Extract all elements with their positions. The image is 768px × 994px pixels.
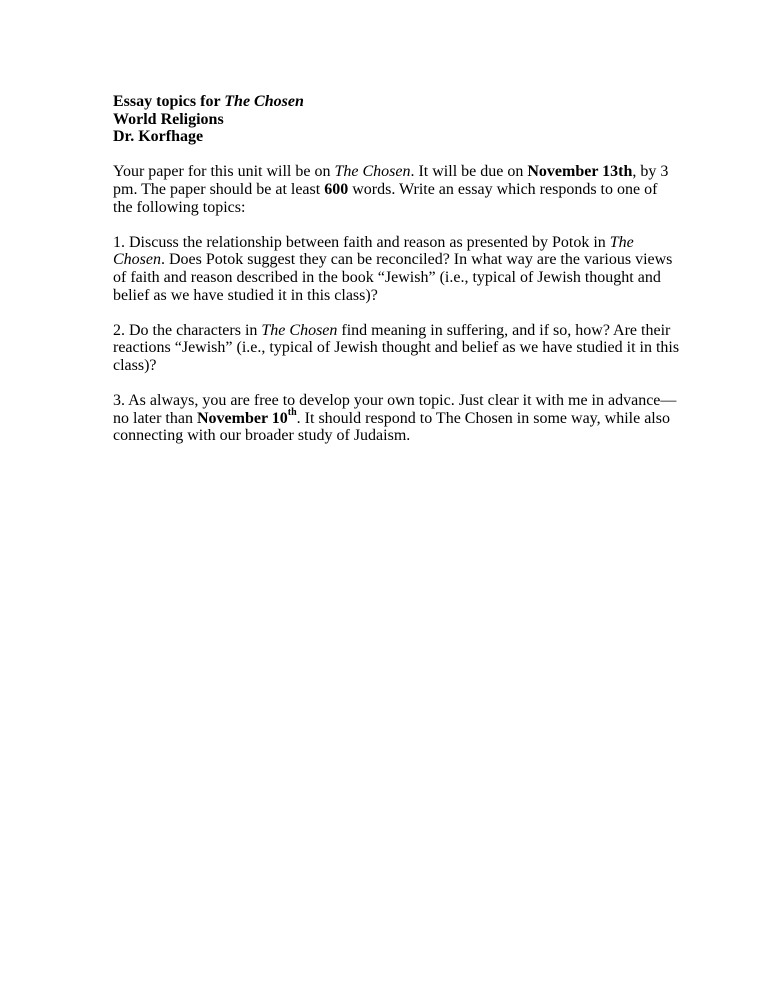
text: words. Write an essay which responds to one of [348, 180, 658, 198]
word-count: 600 [324, 180, 349, 198]
document-title [113, 93, 673, 111]
topic-3-line-2 [113, 407, 673, 428]
topic-2-line-1 [113, 322, 673, 340]
instructor-name: Dr. Korfhage [113, 128, 204, 146]
text: no later than [113, 409, 197, 427]
text: . Does Potok suggest they can be reconciled? In what way are the various views [161, 251, 673, 269]
topic-2-line-3: class)? [113, 356, 157, 374]
title-book-name: The Chosen [224, 93, 304, 110]
topic-1-line-1 [113, 234, 673, 252]
text: 2. Do the characters in [113, 321, 262, 339]
topic-2-line-2: reactions “Jewish” (i.e., typical of Jewish thought and belief as we have studied it in this [113, 339, 680, 357]
deadline-date [196, 407, 297, 427]
text: find meaning in suffering, and if so, how? Are their [337, 321, 671, 339]
text: Your paper for this unit will be on [113, 163, 335, 181]
topic-1 [113, 234, 673, 304]
ordinal-suffix: th [287, 407, 297, 419]
due-date: November 13th [527, 163, 633, 181]
book-title: Chosen [113, 251, 161, 269]
intro-line-1 [113, 163, 673, 181]
text: , by 3 [632, 163, 669, 181]
topic-3-line-1: 3. As always, you are free to develop your own topic. Just clear it with me in advance— [113, 392, 677, 410]
topic-3-line-3: connecting with our broader study of Judaism. [113, 427, 411, 445]
date-text: November 10 [196, 409, 288, 427]
topic-1-line-3: of faith and reason described in the book “Jewish” (i.e., typical of Jewish thought and [113, 268, 661, 286]
document-page [113, 93, 680, 445]
text: pm. The paper should be at least [113, 180, 325, 198]
topic-1-line-4: belief as we have studied it in this class)? [113, 286, 378, 304]
book-title: The Chosen [261, 321, 338, 339]
title-prefix: Essay topics for [113, 93, 225, 110]
book-title: The [609, 233, 634, 251]
topic-3 [113, 392, 677, 445]
text: . It will be due on [410, 163, 528, 181]
text: . It should respond to The Chosen in some way, while also [296, 409, 670, 427]
intro-paragraph [113, 163, 673, 216]
topic-2 [113, 321, 680, 375]
text: 1. Discuss the relationship between faith and reason as presented by Potok in [113, 233, 610, 251]
document-header [113, 93, 673, 146]
book-title: The Chosen [334, 163, 411, 181]
course-name: World Religions [113, 110, 224, 128]
intro-line-2 [113, 181, 673, 199]
topic-1-line-2 [113, 251, 673, 269]
intro-line-3: the following topics: [113, 198, 246, 216]
